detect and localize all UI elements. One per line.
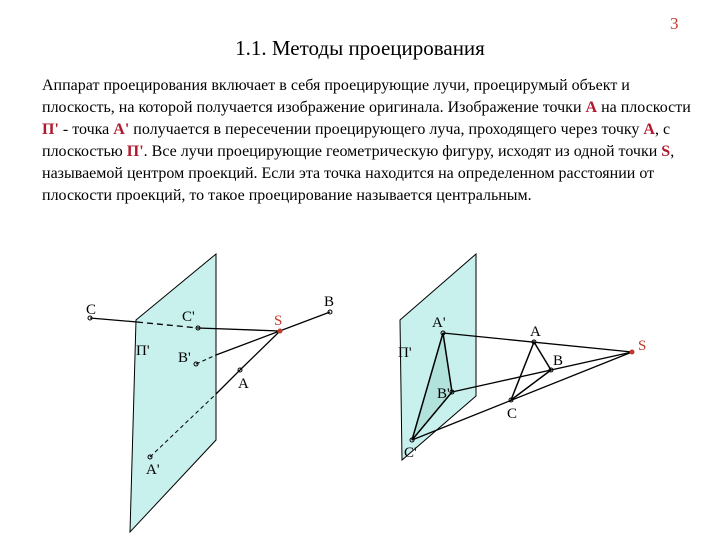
ray-a bbox=[240, 331, 280, 370]
page-number: 3 bbox=[670, 14, 679, 33]
left-figure bbox=[86, 254, 334, 532]
label-c: C bbox=[86, 302, 97, 318]
point-s bbox=[630, 350, 635, 355]
projection-plane-left bbox=[130, 254, 216, 532]
label-a-proj: A' bbox=[432, 315, 446, 331]
label-a: A bbox=[530, 324, 541, 340]
label-b-proj: B' bbox=[437, 386, 450, 402]
label-c-proj: C' bbox=[182, 309, 195, 325]
right-figure bbox=[398, 254, 646, 461]
text-run: Аппарат проецирования включает в себя проецирующие лучи, проецирумый объект и плоскость, на которой получается изображение оригинала. Изображение точки bbox=[42, 77, 630, 116]
label-b: B bbox=[324, 294, 335, 310]
label-c: C bbox=[507, 406, 518, 422]
point-a-proj-emphasis: A' bbox=[113, 121, 130, 138]
plane-emphasis: П' bbox=[42, 121, 59, 138]
ray-a bbox=[216, 370, 240, 394]
label-plane: П' bbox=[398, 345, 412, 361]
point-a-emphasis: A bbox=[643, 121, 655, 138]
text-run: , с плоскостью bbox=[42, 121, 671, 160]
point-s bbox=[278, 329, 283, 334]
plane-emphasis: П' bbox=[126, 143, 144, 160]
slide-title: 1.1. Методы проецирования bbox=[235, 36, 485, 60]
point-a-emphasis: A bbox=[585, 99, 598, 116]
label-b-proj: B' bbox=[178, 350, 191, 366]
label-c-proj: C' bbox=[404, 445, 417, 461]
text-run: получается в пересечении проецирующего луча, проходящего через точку bbox=[129, 121, 644, 138]
text-run: , называемой центром проекций. Если эта точка находится на определенном расстоянии от плоскости проекций, то такое проецирование называется центральным. bbox=[42, 143, 675, 204]
ray-b bbox=[216, 312, 330, 355]
text-run: . Все лучи проецирующие геометрическую фигуру, исходят из одной точки bbox=[143, 143, 662, 160]
label-s: S bbox=[274, 313, 283, 329]
ray-b bbox=[452, 352, 632, 392]
label-a: A bbox=[238, 376, 249, 392]
label-b: B bbox=[553, 353, 564, 369]
label-plane: П' bbox=[136, 343, 150, 359]
ray-c bbox=[90, 318, 137, 322]
center-s-emphasis: S bbox=[661, 143, 671, 160]
text-run: на плоскости bbox=[597, 99, 691, 116]
label-s: S bbox=[638, 338, 647, 354]
label-a-proj: A' bbox=[146, 462, 160, 478]
text-run: - точка bbox=[58, 121, 114, 138]
